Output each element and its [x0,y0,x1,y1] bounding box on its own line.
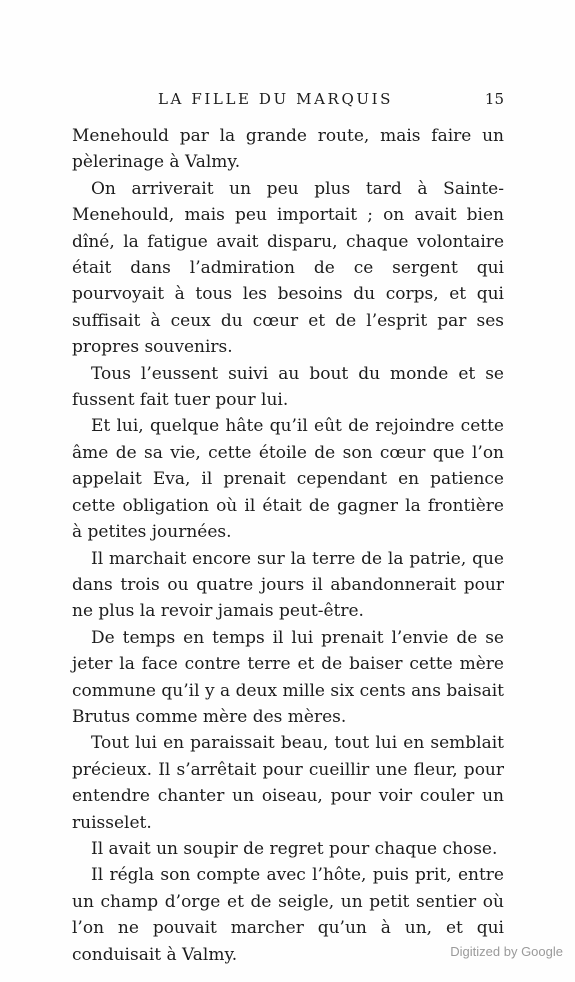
paragraph-3: Tous l’eussent suivi au bout du monde et se fussent fait tuer pour lui. [72,363,504,411]
paragraph-1: Menehould par la grande route, mais faire un pèlerinage à Valmy. [72,126,504,173]
paragraph-2: On arriverait un peu plus tard à Sainte-Menehould, mais peu importait ; on avait bien dîné, la fatigue avait disparu, chaque volontaire était dans l’admiration de ce sergent qui pourvoyait à tous les besoins du corps, et qui suffisait à ceux du cœur et de l’esprit par ses propres souvenirs. [72,178,504,358]
running-title: LA FILLE DU MARQUIS [158,90,393,108]
paragraph-4: Et lui, quelque hâte qu’il eût de rejoindre cette âme de sa vie, cette étoile de son cœur que l’on appelait Eva, il prenait cependant en patience cette obligation où il était de gagner la frontière à petites journées. [72,416,504,543]
running-head [72,90,504,112]
paragraph-8: Il avait un soupir de regret pour chaque chose. [91,838,498,859]
paragraph-6: De temps en temps il lui prenait l’envie de se jeter la face contre terre et de baiser cette mère commune qu’il y a deux mille six cents ans baisait Brutus comme mère des mères. [72,627,504,727]
paragraph-7: Tout lui en paraissait beau, tout lui en semblait précieux. Il s’arrêtait pour cueillir une fleur, pour entendre chanter un oiseau, pour voir couler un ruisselet. [72,733,504,833]
paragraph-9: Il régla son compte avec l’hôte, puis prit, entre un champ d’orge et de seigle, un petit sentier où l’on ne pouvait marcher qu’un à un, et qui conduisait à Valmy. [72,865,504,965]
body-text [72,123,504,968]
digitized-watermark: Digitized by Google [450,944,563,959]
page-number: 15 [484,90,504,108]
paragraph-5: Il marchait encore sur la terre de la patrie, que dans trois ou quatre jours il abandonnerait pour ne plus la revoir jamais peut-être. [72,548,504,622]
